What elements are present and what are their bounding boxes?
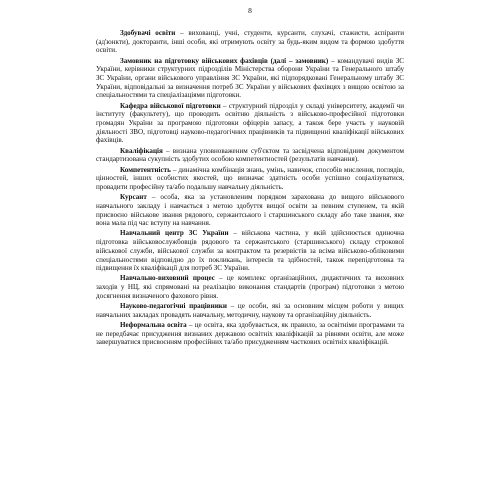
glossary-entry <box>96 29 404 55</box>
glossary-term: Кафедра військової підготовки <box>120 101 221 110</box>
glossary-entry <box>96 102 404 146</box>
glossary-entry <box>96 193 404 228</box>
glossary-definition: – військова частина, у якій здійснюється одиночна підготовка військовослужбовців рядового та сержантського (старшинського) складу строкової військової служби, військової служби за контрактом та резервістів за всіма військово-обліковими спеціальностями відповідно до їх покликань, інтересів та здібностей, також перепідготовка та підвищення їх кваліфікації для потреб ЗС України. <box>96 229 404 273</box>
glossary-term: Здобувачі освіти <box>120 29 176 37</box>
glossary-term: Кваліфікація <box>120 146 163 155</box>
glossary-definition: – вихованці, учні, студенти, курсанти, слухачі, стажисти, аспіранти (ад'юнкти), докторанти, інші особи, які отримують освіту за будь-яким видом та формою здобуття освіти. <box>96 29 405 55</box>
glossary-entry <box>96 274 404 300</box>
glossary-definition: – командувачі видів ЗС України, керівники структурних підрозділів Міністерства оборони України та Генерального штабу ЗС України, органи військового управління ЗС України, які підпорядковані Генеральному штабу ЗС України, відповідальні за визначення потреб ЗС України у військових фахівцях з вищою освітою за спеціальностями та спеціалізаціями підготовки. <box>96 56 405 100</box>
glossary-term: Компетентність <box>120 165 171 174</box>
glossary-term: Неформальна освіта <box>120 321 187 329</box>
glossary-entry <box>96 229 404 273</box>
glossary-entry <box>96 302 404 319</box>
page-number: 8 <box>248 6 252 15</box>
glossary-definition: – це комплекс організаційних, дидактичних та виховних заходів у НЦ, які спрямовані на реалізацію виконання стандартів (програм) підготовки з метою досягнення визначеного фахового рівня. <box>96 274 404 300</box>
glossary-definition: – динамічна комбінація знань, умінь, навичок, способів мислення, поглядів, цінностей, інших особистих якостей, що визначає здатність особи успішно соціалізуватися, провадити професійну та/або подальшу навчальну діяльність. <box>96 165 404 191</box>
glossary-definition: – визнана уповноваженим суб'єктом та засвідчена відповідним документом стандартизована сукупність здобутих особою компетентностей (результатів навчання). <box>96 146 404 164</box>
glossary-term: Замовник на підготовку військових фахівців (далі – замовник) <box>120 56 329 65</box>
glossary-entry <box>96 321 404 347</box>
glossary-definition: – особа, яка за установленим порядком зарахована до вищого військового навчального закладу і навчається з метою здобуття вищої освіти за певним ступенем, та якій присвоєно військове звання рядового, сержантського і старшинського складу або таке звання, яке вона мала під час вступу на навчання. <box>96 193 404 228</box>
glossary-entry <box>96 166 404 192</box>
glossary-definition: – це особи, які за основним місцем роботи у вищих навчальних закладах провадять навчальну, методичну, наукову та організаційну діяльність. <box>96 302 404 319</box>
glossary-entry <box>96 147 404 164</box>
glossary-term: Навчальний центр ЗС України <box>120 229 229 238</box>
glossary-definition: – це освіта, яка здобувається, як правило, за освітніми програмами та не передбачає присудження визнаних державою освітніх кваліфікацій за рівнями освіти, але може завершуватися присвоєнням професійних та/або присудженням часткових освітніх кваліфікацій. <box>96 321 404 347</box>
glossary-term: Навчально-виховний процес <box>120 274 215 283</box>
glossary-term: Науково-педагогічні працівники <box>120 302 227 311</box>
glossary-entry <box>96 57 404 101</box>
glossary-definition: – структурний підрозділ у складі університету, академії чи інституту (факультету), що проводить освітню діяльність з військово-професійної підготовки громадян України за програмою підготовки офіцерів запасу, а також бере участь у науковій діяльності ЗВО, підготовці науково-педагогічних працівників та підвищенні кваліфікації військових фахівців. <box>96 101 404 145</box>
glossary-term: Курсант <box>120 193 147 202</box>
